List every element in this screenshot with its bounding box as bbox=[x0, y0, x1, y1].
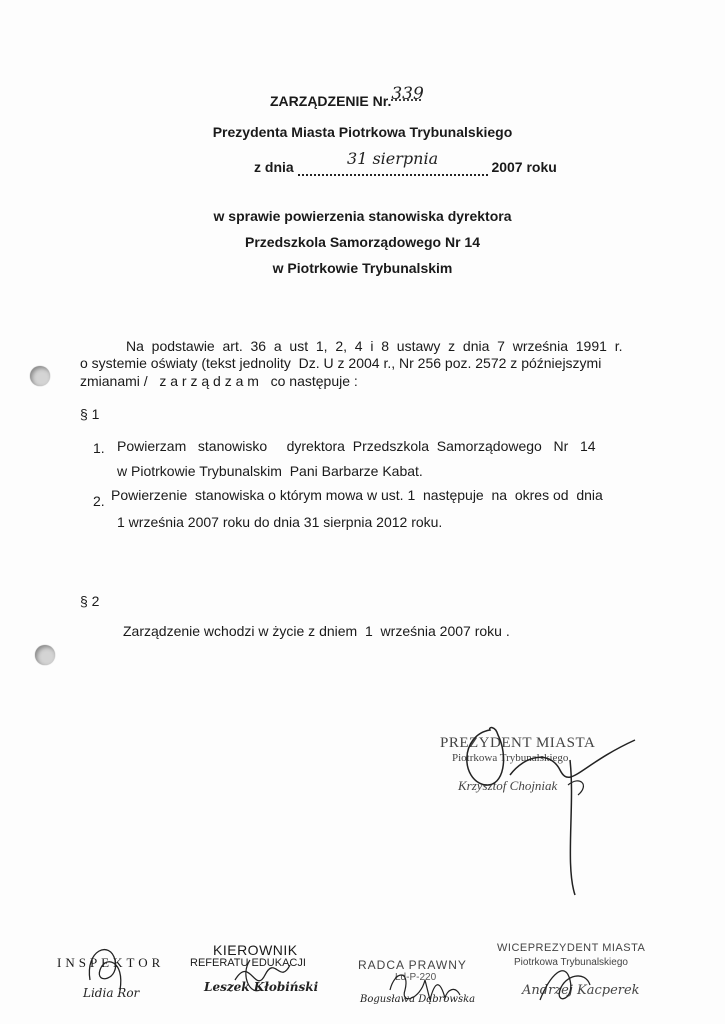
president-signature bbox=[450, 715, 650, 895]
date-handwritten: 31 sierpnia bbox=[347, 149, 439, 168]
kierownik-name: Leszek Kłobiński bbox=[204, 980, 319, 994]
inspektor-name: Lidia Ror bbox=[83, 986, 140, 1000]
wiceprezydent-name: Andrzej Kacperek bbox=[522, 983, 640, 998]
section-1-heading: § 1 bbox=[80, 406, 100, 422]
wiceprezydent-title: WICEPREZYDENT MIASTA bbox=[497, 942, 646, 954]
item-1-number: 1. bbox=[93, 440, 105, 456]
document-title bbox=[270, 84, 424, 111]
inspektor-title: INSPEKTOR bbox=[57, 955, 165, 970]
radca-signature bbox=[385, 960, 465, 1010]
radca-number: Łd-P-220 bbox=[395, 972, 437, 983]
section-2-text: Zarządzenie wchodzi w życie z dniem 1 września 2007 roku . bbox=[123, 623, 510, 639]
legal-basis-line-3: zmianami / z a r z ą d z a m co następuje : bbox=[80, 373, 358, 389]
kierownik-title: KIEROWNIK bbox=[213, 942, 298, 958]
president-stamp-title: PREZYDENT MIASTA bbox=[440, 735, 596, 751]
president-stamp-name: Krzysztof Chojniak bbox=[458, 778, 558, 793]
kierownik-subtitle: REFERATU EDUKACJI bbox=[190, 957, 306, 969]
wiceprezydent-city: Piotrkowa Trybunalskiego bbox=[514, 957, 628, 968]
radca-name: Bogusława Dąbrowska bbox=[360, 994, 476, 1005]
kierownik-signature bbox=[230, 945, 300, 1005]
inspektor-signature bbox=[80, 940, 140, 1000]
item-1-line-2: w Piotrkowie Trybunalskim Pani Barbarze Kabat. bbox=[117, 463, 423, 479]
date-prefix: z dnia bbox=[254, 159, 294, 175]
punch-hole-top bbox=[30, 366, 50, 386]
item-2-line-1: Powierzenie stanowiska o którym mowa w ust. 1 następuje na okres od dnia bbox=[111, 487, 603, 503]
item-2-number: 2. bbox=[93, 493, 105, 509]
date-suffix: 2007 roku bbox=[491, 159, 557, 175]
item-2-line-2: 1 września 2007 roku do dnia 31 sierpnia 2012 roku. bbox=[117, 514, 443, 530]
punch-hole-bottom bbox=[35, 645, 55, 665]
subject-line-2: Przedszkola Samorządowego Nr 14 bbox=[245, 234, 480, 250]
president-stamp-city: Piotrkowa Trybunalskiego bbox=[452, 752, 569, 764]
wiceprezydent-signature bbox=[530, 955, 610, 1015]
item-1-line-1: Powierzam stanowisko dyrektora Przedszkola Samorządowego Nr 14 bbox=[117, 438, 596, 454]
radca-title: RADCA PRAWNY bbox=[358, 958, 467, 972]
section-2-heading: § 2 bbox=[80, 593, 100, 609]
decree-number: 339 bbox=[391, 84, 424, 104]
issuer-line: Prezydenta Miasta Piotrkowa Trybunalskiego bbox=[212, 124, 513, 140]
title-prefix: ZARZĄDZENIE Nr. bbox=[270, 93, 392, 109]
subject-line-1: w sprawie powierzenia stanowiska dyrektora bbox=[213, 208, 512, 224]
legal-basis-line-1: Na podstawie art. 36 a ust 1, 2, 4 i 8 ustawy z dnia 7 września 1991 r. bbox=[126, 338, 623, 354]
legal-basis-line-2: o systemie oświaty (tekst jednolity Dz. U z 2004 r., Nr 256 poz. 2572 z późniejszymi bbox=[80, 355, 602, 371]
date-line bbox=[254, 149, 557, 178]
subject-line-3: w Piotrkowie Trybunalskim bbox=[272, 260, 453, 276]
